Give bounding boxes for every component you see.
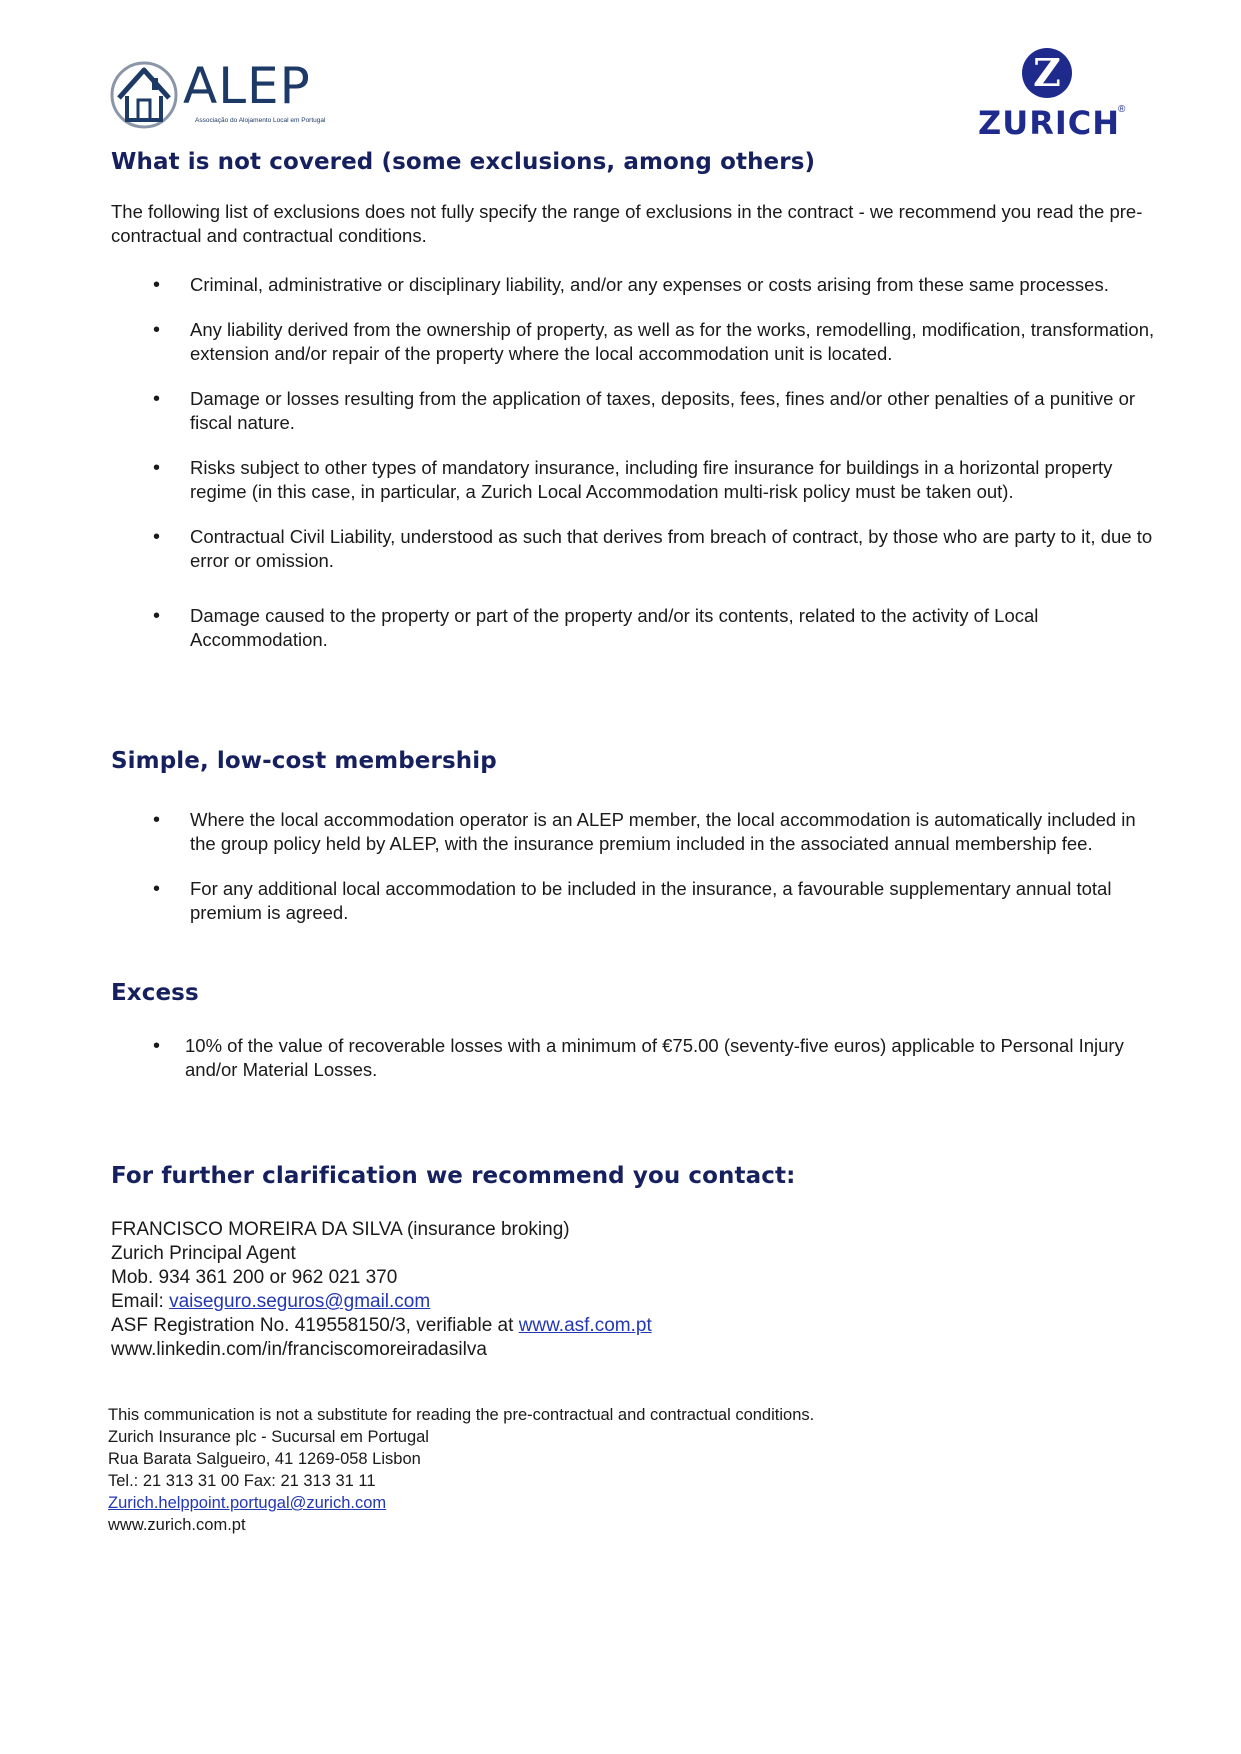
zurich-registered-mark: ® bbox=[1118, 104, 1126, 115]
zurich-logo bbox=[978, 48, 1138, 140]
alep-letters: ALEP bbox=[183, 57, 311, 115]
zurich-wordmark: ZURICH bbox=[978, 104, 1120, 142]
zurich-z-mark: Z bbox=[1022, 48, 1072, 98]
membership-list bbox=[111, 808, 1161, 925]
footer-phones: Tel.: 21 313 31 00 Fax: 21 313 31 11 bbox=[108, 1472, 376, 1490]
exclusions-list bbox=[111, 273, 1161, 652]
footer-company: Zurich Insurance plc - Sucursal em Portugal bbox=[108, 1428, 429, 1446]
asf-website-link[interactable]: www.asf.com.pt bbox=[518, 1315, 652, 1336]
alep-tagline: Associação do Alojamento Local em Portugal bbox=[195, 117, 326, 124]
exclusions-intro: The following list of exclusions does not fully specify the range of exclusions in the contract - we recommend you read the pre-contractual and contractual conditions. bbox=[111, 201, 1143, 246]
membership-heading: Simple, low-cost membership bbox=[111, 748, 497, 774]
contact-email-row bbox=[111, 1290, 1151, 1314]
contact-asf-label: ASF Registration No. 419558150/3, verifiable at bbox=[111, 1315, 519, 1336]
footer-email-row bbox=[108, 1492, 1148, 1514]
list-item: • Contractual Civil Liability, understood as such that derives from breach of contract, by those who are party to it, due to error or omission. bbox=[111, 525, 1161, 573]
contact-linkedin: www.linkedin.com/in/franciscomoreiradasilva bbox=[111, 1339, 487, 1360]
contact-asf-row bbox=[111, 1314, 1151, 1338]
footer-disclaimer: This communication is not a substitute for reading the pre-contractual and contractual conditions. bbox=[108, 1406, 815, 1424]
contact-email-label: Email: bbox=[111, 1291, 170, 1312]
excess-list bbox=[111, 1034, 1161, 1082]
excess-heading: Excess bbox=[111, 980, 199, 1006]
list-item: • Damage or losses resulting from the application of taxes, deposits, fees, fines and/or other penalties of a punitive or fiscal nature. bbox=[111, 387, 1161, 435]
list-item: • Where the local accommodation operator is an ALEP member, the local accommodation is automatically included in the group policy held by ALEP, with the insurance premium included in the associated annual membership fee. bbox=[111, 808, 1161, 856]
contact-heading: For further clarification we recommend you contact: bbox=[111, 1163, 796, 1189]
exclusions-heading: What is not covered (some exclusions, among others) bbox=[111, 149, 816, 175]
footer-website: www.zurich.com.pt bbox=[108, 1516, 246, 1534]
footer-block bbox=[108, 1404, 1148, 1536]
contact-name: FRANCISCO MOREIRA DA SILVA (insurance broking) bbox=[111, 1219, 570, 1240]
footer-address: Rua Barata Salgueiro, 41 1269-058 Lisbon bbox=[108, 1450, 421, 1468]
list-item: • Any liability derived from the ownership of property, as well as for the works, remodelling, modification, transformation, extension and/or repair of the property where the local accommodation unit is located. bbox=[111, 318, 1161, 366]
list-item: • Criminal, administrative or disciplinary liability, and/or any expenses or costs arising from these same processes. bbox=[111, 273, 1161, 297]
contact-role: Zurich Principal Agent bbox=[111, 1243, 296, 1264]
list-item: • 10% of the value of recoverable losses with a minimum of €75.00 (seventy-five euros) applicable to Personal Injury and/or Material Losses. bbox=[111, 1034, 1161, 1082]
contact-email-link[interactable]: vaiseguro.seguros@gmail.com bbox=[169, 1291, 431, 1312]
alep-logo bbox=[109, 56, 334, 132]
list-item: • For any additional local accommodation to be included in the insurance, a favourable supplementary annual total premium is agreed. bbox=[111, 877, 1161, 925]
alep-house-icon bbox=[109, 58, 179, 130]
list-item: • Damage caused to the property or part of the property and/or its contents, related to the activity of Local Accommodation. bbox=[111, 604, 1161, 652]
list-item: • Risks subject to other types of mandatory insurance, including fire insurance for buildings in a horizontal property regime (in this case, in particular, a Zurich Local Accommodation multi-risk policy must be taken out). bbox=[111, 456, 1161, 504]
footer-email-link[interactable]: Zurich.helppoint.portugal@zurich.com bbox=[108, 1494, 387, 1512]
alep-logo-text bbox=[183, 57, 311, 115]
contact-mobile: Mob. 934 361 200 or 962 021 370 bbox=[111, 1267, 398, 1288]
contact-block bbox=[111, 1218, 1151, 1362]
